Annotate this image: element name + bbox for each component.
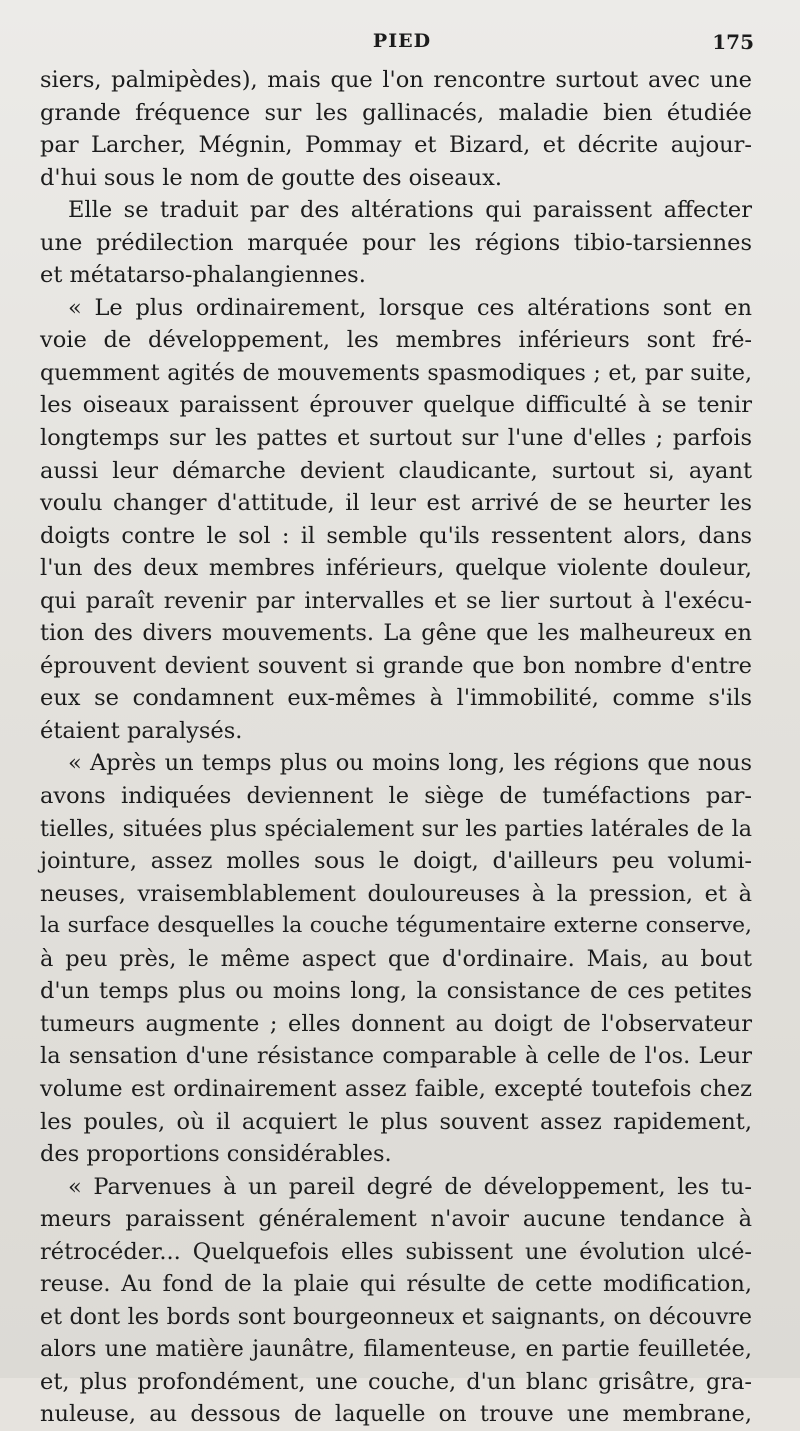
text-line: à peu près, le même aspect que d'ordinaire. Mais, au bout	[40, 945, 752, 972]
text-line: et métatarso-phalangiennes.	[40, 262, 366, 289]
text-line: et dont les bords sont bourgeonneux et saignants, on découvre	[40, 1303, 752, 1330]
text-line: « Le plus ordinairement, lorsque ces altérations sont en	[68, 294, 752, 321]
text-line: meurs paraissent généralement n'avoir aucune tendance à	[40, 1206, 752, 1233]
running-title: PIED	[372, 30, 432, 52]
page-number: 175	[712, 30, 754, 54]
text-line: grande fréquence sur les gallinacés, maladie bien étudiée	[40, 99, 752, 126]
text-line: tion des divers mouvements. La gêne que les malheureux en	[40, 620, 752, 647]
text-line: qui paraît revenir par intervalles et se lier surtout à l'exécu-	[40, 587, 752, 614]
text-line: reuse. Au fond de la plaie qui résulte de cette modification,	[40, 1271, 752, 1298]
paragraph-5	[40, 1171, 752, 1431]
paragraph-3	[40, 292, 752, 748]
text-line: quemment agités de mouvements spasmodiques ; et, par suite,	[40, 359, 752, 386]
text-line: voulu changer d'attitude, il leur est arrivé de se heurter les	[40, 490, 752, 517]
text-line: une prédilection marquée pour les régions tibio-tarsiennes	[40, 229, 752, 256]
text-line: tielles, situées plus spécialement sur les parties latérales de la	[40, 815, 752, 842]
text-line: « Après un temps plus ou moins long, les régions que nous	[68, 750, 752, 777]
text-line: « Parvenues à un pareil degré de développement, les tu-	[68, 1173, 752, 1200]
text-line: aussi leur démarche devient claudicante, surtout si, ayant	[40, 457, 752, 484]
text-line: étaient paralysés.	[40, 717, 243, 744]
paragraph-2	[40, 194, 752, 292]
text-line: éprouvent devient souvent si grande que bon nombre d'entre	[40, 652, 752, 679]
text-line: des proportions considérables.	[40, 1141, 392, 1168]
text-line: voie de développement, les membres inférieurs sont fré-	[40, 327, 752, 354]
text-line: tumeurs augmente ; elles donnent au doigt de l'observateur	[40, 1010, 752, 1037]
text-line: par Larcher, Mégnin, Pommay et Bizard, et décrite aujour-	[40, 132, 752, 159]
running-header	[50, 30, 754, 60]
text-line: les poules, où il acquiert le plus souvent assez rapidement,	[40, 1108, 752, 1135]
paragraph-4	[40, 747, 752, 1170]
text-line: la surface desquelles la couche tégumentaire externe conserve,	[40, 913, 752, 939]
text-line: alors une matière jaunâtre, filamenteuse, en partie feuilletée,	[40, 1336, 752, 1363]
text-line: neuses, vraisemblablement douloureuses à la pression, et à	[40, 880, 752, 907]
text-line: nuleuse, au dessous de laquelle on trouve une membrane,	[40, 1401, 752, 1428]
text-line: rétrocéder... Quelquefois elles subissent une évolution ulcé-	[40, 1238, 752, 1265]
text-line: l'un des deux membres inférieurs, quelque violente douleur,	[40, 555, 752, 582]
text-line: eux se condamnent eux-mêmes à l'immobilité, comme s'ils	[40, 685, 752, 712]
body-text	[40, 64, 752, 1431]
text-line: d'un temps plus ou moins long, la consistance de ces petites	[40, 978, 752, 1005]
text-line: volume est ordinairement assez faible, excepté toutefois chez	[40, 1075, 752, 1102]
text-line: Elle se traduit par des altérations qui paraissent affecter	[68, 197, 752, 224]
text-line: longtemps sur les pattes et surtout sur l'une d'elles ; parfois	[40, 425, 752, 452]
text-line: jointure, assez molles sous le doigt, d'ailleurs peu volumi-	[40, 848, 752, 875]
text-line: siers, palmipèdes), mais que l'on rencontre surtout avec une	[40, 67, 752, 93]
text-line: les oiseaux paraissent éprouver quelque difficulté à se tenir	[40, 392, 752, 419]
text-line: d'hui sous le nom de goutte des oiseaux.	[40, 164, 503, 191]
paragraph-1	[40, 64, 752, 194]
text-line: avons indiquées deviennent le siège de tuméfactions par-	[40, 783, 752, 810]
text-line: la sensation d'une résistance comparable à celle de l'os. Leur	[40, 1043, 752, 1070]
text-line: et, plus profondément, une couche, d'un blanc grisâtre, gra-	[40, 1368, 752, 1395]
text-line: doigts contre le sol : il semble qu'ils ressentent alors, dans	[40, 522, 752, 549]
